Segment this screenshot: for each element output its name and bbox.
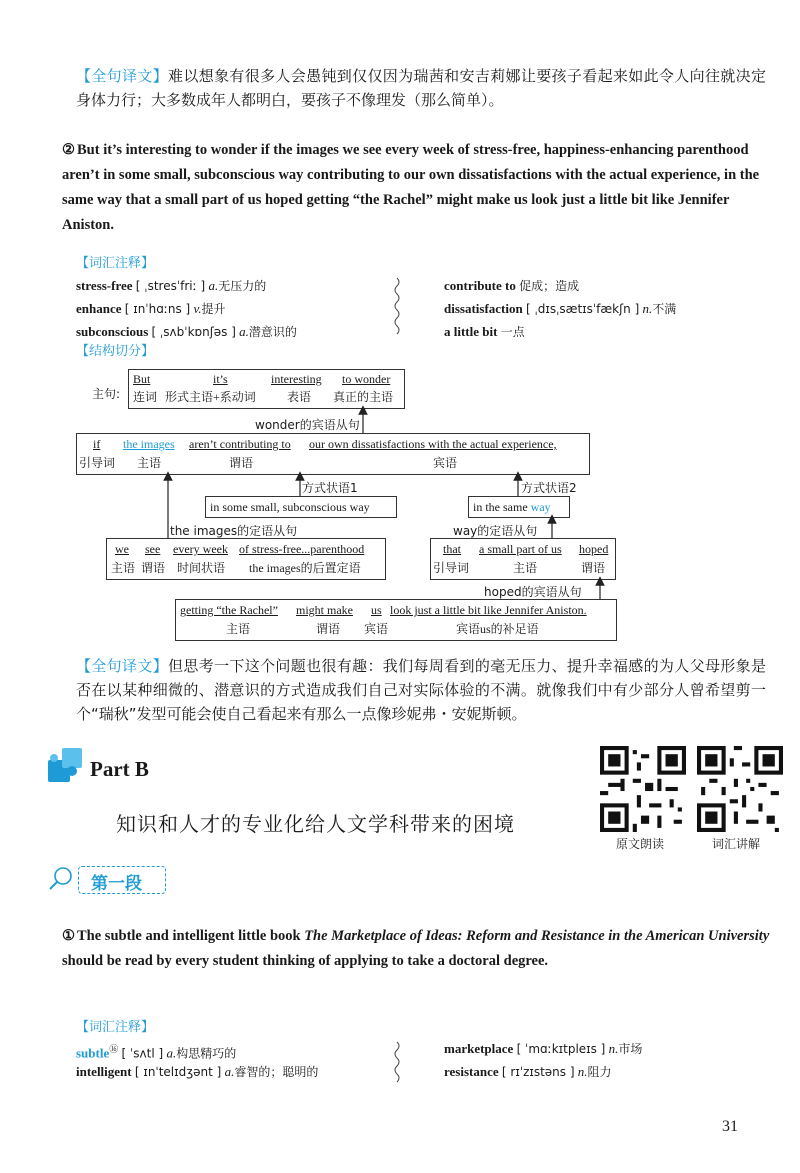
vocab-word: subconscious xyxy=(76,324,149,339)
main-word-interesting: interesting xyxy=(271,372,322,386)
manner1-label: 方式状语1 xyxy=(302,481,358,495)
main-label-interesting: 表语 xyxy=(287,390,312,404)
main-label-conj: 连词 xyxy=(133,390,158,404)
clause-label-object: 宾语 xyxy=(433,456,458,470)
clause-word-object: our own dissatisfactions with the actual experience, xyxy=(309,437,557,451)
obj-word-us: us xyxy=(371,603,382,617)
vocab-definition: 无压力的 xyxy=(218,279,267,293)
rel1-word-parenthood: of stress-free...parenthood xyxy=(239,542,365,556)
vocab-divider-2 xyxy=(390,1040,404,1086)
vocab-definition: 不满 xyxy=(652,302,677,316)
vocab-definition: 市场 xyxy=(618,1042,643,1056)
main-clause-label: 主句: xyxy=(92,387,121,401)
main-word-its: it’s xyxy=(213,372,228,386)
vocab-pos: a. xyxy=(166,1045,177,1061)
way2-text-b: way xyxy=(530,500,551,514)
vocab-definition: 构思精巧的 xyxy=(176,1046,237,1061)
vocab-definition: 潜意识的 xyxy=(248,325,297,339)
way-rel-label: way的定语从句 xyxy=(453,524,538,538)
translation-paragraph-2 xyxy=(76,654,766,726)
rel1-label-we: 主语 xyxy=(111,561,136,575)
way1-text: in some small, subconscious way xyxy=(210,500,370,514)
rel1-word-see: see xyxy=(145,542,161,556)
vocab-phonetic: [ ˌdɪsˌsætɪsˈfækʃn ] xyxy=(525,302,640,316)
obj-word-getting: getting “the Rachel” xyxy=(180,603,278,617)
puzzle-icon xyxy=(46,744,88,786)
vocab-pos: a. xyxy=(224,1064,235,1079)
sentence-1-part-b xyxy=(62,924,772,974)
rel2-label-that: 引导词 xyxy=(433,561,470,575)
main-label-towonder: 真正的主语 xyxy=(333,390,394,404)
vocab-phonetic: [ ɪnˈhɑːns ] xyxy=(124,302,191,316)
clause-label-verb: 谓语 xyxy=(229,456,254,470)
vocab-definition: 提升 xyxy=(201,302,226,316)
vocab-pos: n. xyxy=(608,1041,619,1056)
part-b-title: Part B xyxy=(90,757,149,781)
sentence-post: should be read by every student thinking of applying to take a doctoral degree. xyxy=(62,953,549,969)
obj-word-complement: look just a little bit like Jennifer Aniston. xyxy=(390,603,587,617)
obj-label-subject: 主语 xyxy=(226,622,251,636)
structure-title: 【结构切分】 xyxy=(76,344,155,359)
vocab-definition: 一点 xyxy=(500,325,525,339)
qr-caption-reading: 原文朗读 xyxy=(616,837,665,851)
vocab-word: subtle xyxy=(76,1045,110,1061)
vocab-phonetic: [ ˌstresˈfriː ] xyxy=(135,279,206,293)
vocab-pos: a. xyxy=(208,278,219,293)
vocab-word: a little bit xyxy=(444,324,498,339)
vocab-pos: a. xyxy=(239,324,249,339)
rel2-label-hoped: 谓语 xyxy=(581,561,606,575)
section-label: 第一段 xyxy=(91,874,142,894)
rel2-word-that: that xyxy=(443,542,461,556)
obj-word-mightmake: might make xyxy=(296,603,353,617)
rel1-word-we: we xyxy=(115,542,129,556)
arrow-label-wonder: wonder的宾语从句 xyxy=(255,418,360,432)
rel2-label-part: 主语 xyxy=(513,561,538,575)
qr-caption-vocab: 词汇讲解 xyxy=(712,837,761,851)
obj-label-complement: 宾语us的补足语 xyxy=(456,622,539,636)
vocab-frequency-badge: ⑯ xyxy=(109,1044,119,1054)
book-title: The Marketplace of Ideas: Reform and Resistance in the American University xyxy=(304,928,770,944)
rel1-label-parenthood: the images的后置定语 xyxy=(249,561,361,575)
vocab-phonetic: [ ˌsʌbˈkɒnʃəs ] xyxy=(151,325,236,339)
vocab-definition: 睿智的；聪明的 xyxy=(234,1065,319,1079)
translation-tag: 【全句译文】 xyxy=(76,67,169,85)
sentence-number: ① xyxy=(62,928,75,944)
main-label-its: 形式主语+系动词 xyxy=(165,390,256,404)
obj-label-verb: 谓语 xyxy=(316,622,341,636)
vocab-word: marketplace xyxy=(444,1041,514,1056)
translation-text: 但思考一下这个问题也很有趣：我们每周看到的毫无压力、提升幸福感的为人父母形象是否在以某种细微的、潜意识的方式造成我们自己对实际体验的不满。就像我们中有少部分人曾希望剪一个“瑞秋”发型可能会使自己看起来有那么一点像珍妮弗・安妮斯顿。 xyxy=(76,657,766,723)
main-word-towonder: to wonder xyxy=(342,372,391,386)
vocab-word: stress-free xyxy=(76,278,133,293)
hoped-obj-label: hoped的宾语从句 xyxy=(484,585,582,599)
rel1-label-see: 谓语 xyxy=(141,561,166,575)
rel1-word-everyweek: every week xyxy=(173,542,228,556)
translation-text: 难以想象有很多人会愚钝到仅仅因为瑞茜和安吉莉娜让要孩子看起来如此令人向往就决定身体力行；大多数成年人都明白，要孩子不像理发（那么简单）。 xyxy=(76,67,766,109)
manner2-label: 方式状语2 xyxy=(521,481,577,495)
vocab-entry xyxy=(444,1038,642,1060)
vocab-entry xyxy=(444,1061,612,1083)
vocab-word: resistance xyxy=(444,1064,499,1079)
qr-code-reading[interactable] xyxy=(600,746,686,832)
clause-word-if: if xyxy=(93,437,101,451)
vocab-definition: 阻力 xyxy=(587,1065,612,1079)
sentence-number: ② xyxy=(62,142,75,158)
vocab-title: 【词汇注释】 xyxy=(76,256,155,271)
page-number: 31 xyxy=(722,1118,738,1135)
translation-tag: 【全句译文】 xyxy=(76,657,169,675)
way2-text-a: in the same xyxy=(473,500,531,514)
vocab-word: enhance xyxy=(76,301,122,316)
vocab-definition: 促成；造成 xyxy=(519,279,580,293)
sentence-text: But it’s interesting to wonder if the images we see every week of stress-free, happiness-enhancing parenthood aren’t in some small, subconscious way contributing to our own dissatisfactions with the actual experience, in the same way that a small part of us hoped getting “the Rachel” might make us look just a little bit like Jennifer Aniston. xyxy=(62,142,760,233)
vocab-pos: n. xyxy=(577,1064,588,1079)
vocab-pos: v. xyxy=(193,301,202,316)
vocab-phonetic: [ rɪˈzɪstəns ] xyxy=(501,1065,575,1079)
obj-label-object: 宾语 xyxy=(364,622,389,636)
vocab-title-2: 【词汇注释】 xyxy=(76,1020,155,1035)
vocab-phonetic: [ ˈmɑːkɪtpleɪs ] xyxy=(516,1042,606,1056)
vocab-word: intelligent xyxy=(76,1064,132,1079)
images-rel-label: the images的定语从句 xyxy=(170,524,298,538)
magnifier-icon xyxy=(48,866,74,892)
rel2-word-part: a small part of us xyxy=(479,542,562,556)
sentence-pre: The subtle and intelligent little book xyxy=(77,928,305,944)
vocab-phonetic: [ ɪnˈtelɪdʒənt ] xyxy=(134,1065,222,1079)
rel1-label-everyweek: 时间状语 xyxy=(177,561,226,575)
vocab-phonetic: [ ˈsʌtl ] xyxy=(121,1046,164,1061)
vocab-entry xyxy=(76,1061,318,1083)
clause-word-verb: aren’t contributing to xyxy=(189,437,291,451)
main-word-but: But xyxy=(133,372,151,386)
clause-label-if: 引导词 xyxy=(79,456,116,470)
part-b-subtitle: 知识和人才的专业化给人文学科带来的困境 xyxy=(116,812,515,836)
rel2-word-hoped: hoped xyxy=(579,542,609,556)
section-badge xyxy=(78,866,166,894)
clause-word-images: the images xyxy=(123,437,175,451)
vocab-word: dissatisfaction xyxy=(444,301,523,316)
vocab-word: contribute to xyxy=(444,278,516,293)
vocab-pos: n. xyxy=(642,301,653,316)
clause-label-images: 主语 xyxy=(137,456,162,470)
qr-code-vocab[interactable] xyxy=(697,746,783,832)
